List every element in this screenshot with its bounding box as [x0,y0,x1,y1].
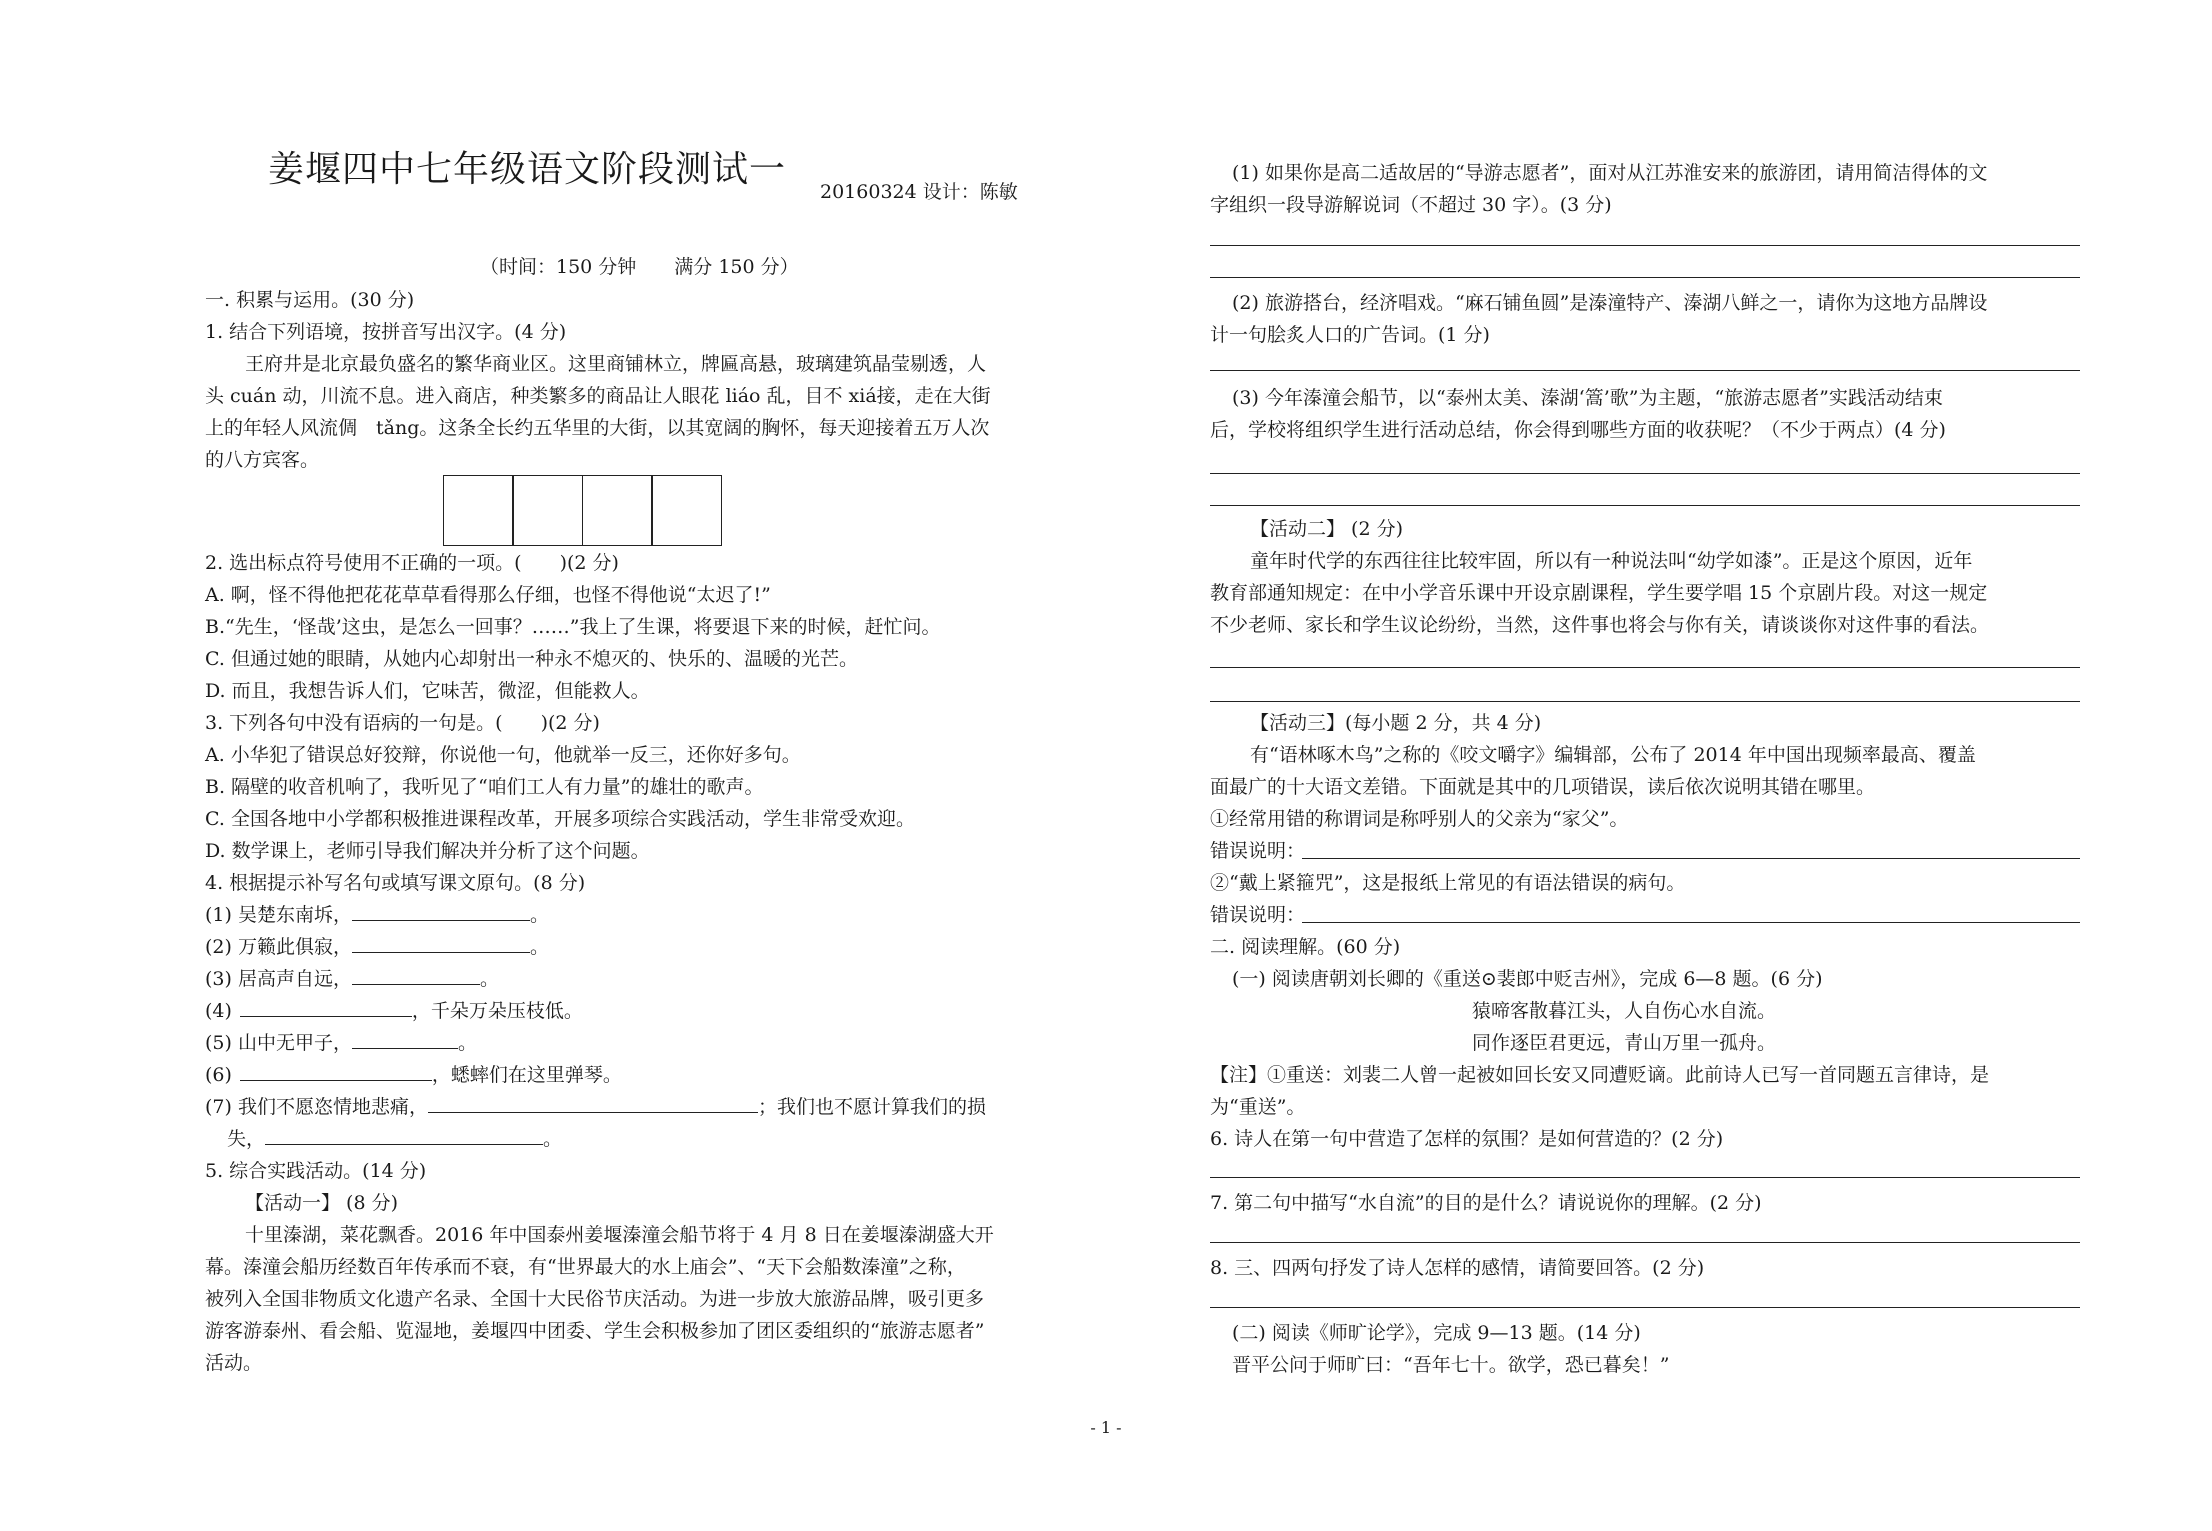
q3-option-b: B. 隔壁的收音机响了，我听见了“咱们工人有力量”的雄壮的歌声。 [205,776,764,798]
q4-item-2 [205,934,1080,960]
activity-1-text: 幕。溱潼会船历经数百年传承而不衰，有“世界最大的水上庙会”、“天下会船数溱潼”之称， [205,1256,966,1278]
activity-2-text: 童年时代学的东西往往比较牢固，所以有一种说法叫“幼学如漆”。正是这个原因，近年 [1250,550,1973,572]
q3-option-a: A. 小华犯了错误总好狡辩，你说他一句，他就举一反三，还你好多句。 [205,744,801,766]
fill-blank[interactable] [352,966,480,985]
error-label: 错误说明： [1210,904,1306,926]
activity-1-text: 被列入全国非物质文化遗产名录、全国十大民俗节庆活动。为进一步放大旅游品牌，吸引更多 [205,1288,985,1310]
section-2-heading: 二. 阅读理解。(60 分) [1210,936,1401,958]
question-7: 7. 第二句中描写“水自流”的目的是什么？请说说你的理解。(2 分) [1210,1192,1762,1214]
activity-2-text: 不少老师、家长和学生议论纷纷，当然，这件事也将会与你有关，请谈谈你对这件事的看法。 [1210,614,1990,636]
q4-2-text: (2) 万籁此俱寂， [205,936,352,958]
answer-line[interactable] [1210,667,2080,668]
q2-option-a: A. 啊，怪不得他把花花草草看得那么仔细，也怪不得他说“太迟了!” [205,584,771,606]
reading-2-text: 晋平公问于师旷曰：“吾年七十。欲学，恐已暮矣！” [1232,1354,1670,1376]
question-6: 6. 诗人在第一句中营造了怎样的氛围？是如何营造的？(2 分) [1210,1128,1724,1150]
period: 。 [529,936,549,958]
q1-passage: 的八方宾客。 [205,449,320,471]
byline: 20160324 设计：陈敏 [820,181,1018,203]
q4-4-text: ，千朵万朵压枝低。 [411,1000,583,1022]
error-item-1: ①经常用错的称谓词是称呼别人的父亲为“家父”。 [1210,808,1629,830]
r-question-3: 后，学校将组织学生进行活动总结，你会得到哪些方面的收获呢？（不少于两点）(4 分) [1210,419,1946,441]
answer-line[interactable] [1210,1177,2080,1178]
q4-7-text-b: ；我们也不愿计算我们的损 [757,1096,986,1118]
error-item-2: ②“戴上紧箍咒”，这是报纸上常见的有语法错误的病句。 [1210,872,1686,894]
error-explanation-2 [1210,902,2080,928]
answer-line[interactable] [1210,370,2080,371]
activity-1-text: 游客游泰州、看会船、览湿地，姜堰四中团委、学生会积极参加了团区委组织的“旅游志愿者” [205,1320,985,1342]
answer-line[interactable] [1210,701,2080,702]
fill-blank[interactable] [240,1062,432,1081]
r-question-1: (1) 如果你是高二适故居的“导游志愿者”，面对从江苏淮安来的旅游团，请用简洁得体的文 [1232,162,1988,184]
q4-5-text: (5) 山中无甲子， [205,1032,352,1054]
period: 。 [543,1128,563,1150]
reading-1-heading: (一) 阅读唐朝刘长卿的《重送⊙裴郎中贬吉州》，完成 6—8 题。(6 分) [1232,968,1823,990]
answer-box[interactable] [651,475,722,546]
answer-box[interactable] [443,475,514,546]
q4-4-num: (4) [205,1000,232,1022]
answer-line[interactable] [1210,505,2080,506]
activity-2-heading: 【活动二】 (2 分) [1250,518,1403,540]
q3-option-c: C. 全国各地中小学都积极推进课程改革，开展多项综合实践活动，学生非常受欢迎。 [205,808,915,830]
page-title: 姜堰四中七年级语文阶段测试一 [268,149,787,190]
q1-passage: 上的年轻人风流倜 tǎng。这条全长约五华里的大街，以其宽阔的胸怀，每天迎接着五万人次 [205,417,990,439]
activity-1-text: 十里溱湖，菜花飘香。2016 年中国泰州姜堰溱潼会船节将于 4 月 8 日在姜堰溱湖盛大开 [245,1224,994,1246]
answer-box[interactable] [512,475,583,546]
poem-line-1: 猿啼客散暮江头，人自伤心水自流。 [1472,1000,1777,1022]
page-number: - 1 - [1090,1418,1122,1437]
q4-7-text-c: 失， [227,1128,266,1150]
q4-6-num: (6) [205,1064,232,1086]
r-question-1: 字组织一段导游解说词（不超过 30 字）。(3 分) [1210,194,1612,216]
answer-line[interactable] [1210,473,2080,474]
q4-item-7 [205,1094,1080,1120]
r-question-2: (2) 旅游搭台，经济唱戏。“麻石铺鱼圆”是溱潼特产、溱湖八鲜之一，请你为这地方品牌设 [1232,292,1988,314]
q4-3-text: (3) 居高声自远， [205,968,352,990]
q2-option-d: D. 而且，我想告诉人们，它味苦，微涩，但能救人。 [205,680,650,702]
activity-1-text: 活动。 [205,1352,263,1374]
error-label: 错误说明： [1210,840,1306,862]
period: 。 [457,1032,477,1054]
question-3: 3. 下列各句中没有语病的一句是。( )(2 分) [205,712,600,734]
q1-passage: 王府井是北京最负盛名的繁华商业区。这里商铺林立，牌匾高悬，玻璃建筑晶莹剔透，人 [245,353,987,375]
fill-blank[interactable] [240,998,412,1017]
q4-6-text: ，蟋蟀们在这里弹琴。 [431,1064,622,1086]
answer-line[interactable] [1210,1242,2080,1243]
period: 。 [479,968,499,990]
answer-line[interactable] [1302,922,2080,923]
question-5: 5. 综合实践活动。(14 分) [205,1160,427,1182]
poem-note: 【注】①重送：刘裴二人曾一起被如回长安又同遭贬谪。此前诗人已写一首同题五言律诗，是 [1210,1064,1990,1086]
answer-boxes [443,475,721,546]
error-explanation-1 [1210,838,2080,864]
activity-3-heading: 【活动三】(每小题 2 分，共 4 分) [1250,712,1542,734]
question-4: 4. 根据提示补写名句或填写课文原句。(8 分) [205,872,586,894]
question-8: 8. 三、四两句抒发了诗人怎样的感情，请简要回答。(2 分) [1210,1257,1705,1279]
answer-line[interactable] [1210,245,2080,246]
question-2: 2. 选出标点符号使用不正确的一项。( )(2 分) [205,552,619,574]
q4-item-5 [205,1030,1080,1056]
fill-blank[interactable] [428,1094,758,1113]
activity-3-text: 面最广的十大语文差错。下面就是其中的几项错误，读后依次说明其错在哪里。 [1210,776,1876,798]
activity-1-heading: 【活动一】 (8 分) [245,1192,398,1214]
r-question-2: 计一句脍炙人口的广告词。(1 分) [1210,324,1490,346]
q4-item-1 [205,902,1080,928]
question-1: 1. 结合下列语境，按拼音写出汉字。(4 分) [205,321,567,343]
fill-blank[interactable] [352,902,530,921]
answer-box[interactable] [582,475,653,546]
poem-note: 为“重送”。 [1210,1096,1306,1118]
activity-2-text: 教育部通知规定：在中小学音乐课中开设京剧课程，学生要学唱 15 个京剧片段。对这一规定 [1210,582,1988,604]
activity-3-text: 有“语林啄木鸟”之称的《咬文嚼字》编辑部，公布了 2014 年中国出现频率最高、覆盖 [1250,744,1976,766]
fill-blank[interactable] [265,1126,543,1145]
fill-blank[interactable] [352,1030,458,1049]
answer-line[interactable] [1210,1307,2080,1308]
reading-2-heading: (二) 阅读《师旷论学》，完成 9—13 题。(14 分) [1232,1322,1641,1344]
answer-line[interactable] [1210,277,2080,278]
q4-7-text: (7) 我们不愿恣情地悲痛， [205,1096,428,1118]
q2-option-b: B.“先生，‘怪哉’这虫，是怎么一回事？……”我上了生课，将要退下来的时候，赶忙问。 [205,616,941,638]
q1-passage: 头 cuán 动，川流不息。进入商店，种类繁多的商品让人眼花 liáo 乱，目不 xiá接，走在大街 [205,385,991,407]
r-question-3: (3) 今年溱潼会船节，以“泰州太美、溱湖‘篙’歌”为主题，“旅游志愿者”实践活动结束 [1232,387,1943,409]
q2-option-c: C. 但通过她的眼睛，从她内心却射出一种永不熄灭的、快乐的、温暖的光芒。 [205,648,858,670]
fill-blank[interactable] [352,934,530,953]
answer-line[interactable] [1302,858,2080,859]
q4-item-4 [205,998,1080,1024]
q4-item-3 [205,966,1080,992]
q4-1-text: (1) 吴楚东南坼， [205,904,352,926]
time-info: （时间：150 分钟 满分 150 分） [480,256,799,278]
poem-line-2: 同作逐臣君更远，青山万里一孤舟。 [1472,1032,1777,1054]
q4-item-6 [205,1062,1080,1088]
q4-item-7-cont [227,1126,1080,1152]
section-1-heading: 一. 积累与运用。(30 分) [205,289,415,311]
period: 。 [529,904,549,926]
q3-option-d: D. 数学课上，老师引导我们解决并分析了这个问题。 [205,840,650,862]
